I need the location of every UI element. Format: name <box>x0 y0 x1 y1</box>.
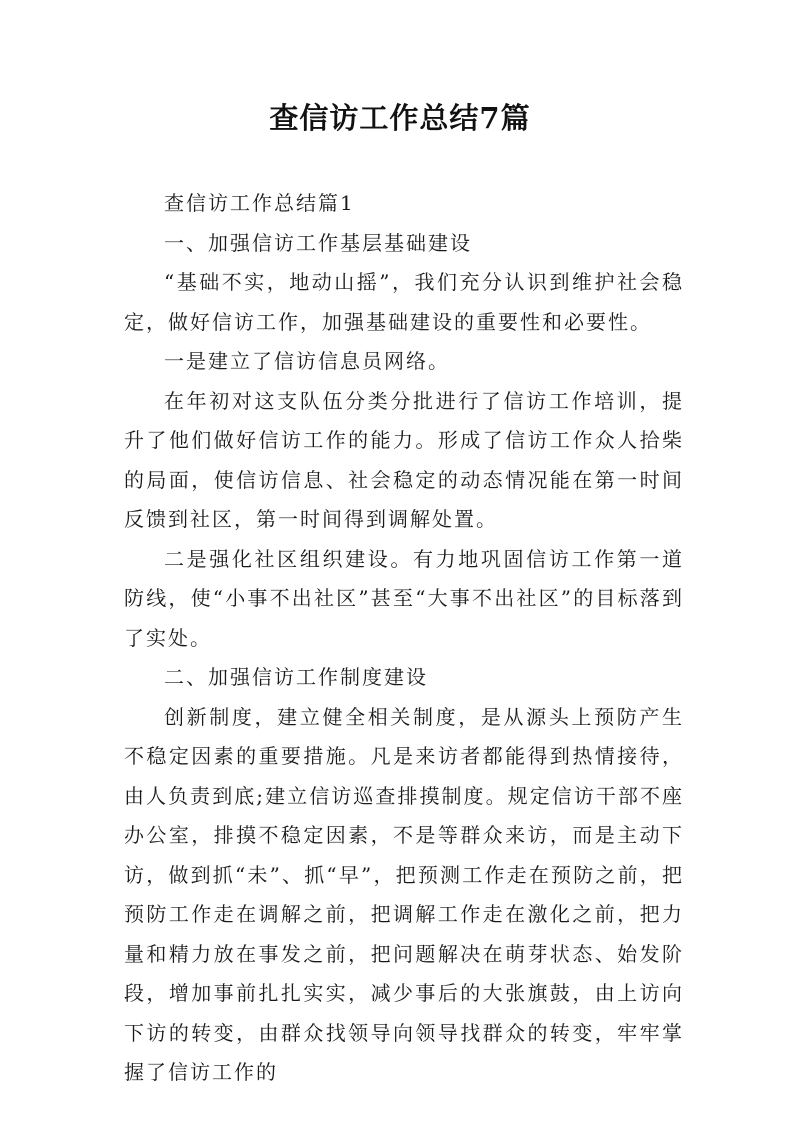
body-paragraph: 二是强化社区组织建设。有力地巩固信访工作第一道防线，使“小事不出社区”甚至“大事不出社区”的目标落到了实处。 <box>124 546 684 650</box>
section-heading-1: 一、加强信访工作基层基础建设 <box>164 230 472 255</box>
section-heading-2: 二、加强信访工作制度建设 <box>164 665 428 689</box>
document-body <box>124 184 684 1093</box>
body-paragraph: 创新制度，建立健全相关制度，是从源头上预防产生不稳定因素的重要措施。凡是来访者都能得到热情接待，由人负责到底;建立信访巡查排摸制度。规定信访干部不座办公室，排摸不稳定因素，不是等群众来访，而是主动下访，做到抓“未”、抓“早”，把预测工作走在预防之前，把预防工作走在调解之前，把调解工作走在激化之前，把力量和精力放在事发之前，把问题解决在萌芽状态、始发阶段，增加事前扎扎实实，减少事后的大张旗鼓，由上访向下访的转变，由群众找领导向领导找群众的转变，牢牢掌握了信访工作的 <box>124 704 684 1084</box>
document-title: 查信访工作总结7篇 <box>269 101 531 135</box>
body-paragraph: 一是建立了信访信息员网络。 <box>164 349 450 373</box>
body-paragraph: “基础不实，地动山摇”，我们充分认识到维护社会稳定，做好信访工作，加强基础建设的重要性和必要性。 <box>124 270 684 334</box>
section-heading-part1: 查信访工作总结篇1 <box>164 191 355 215</box>
body-paragraph: 在年初对这支队伍分类分批进行了信访工作培训，提升了他们做好信访工作的能力。形成了信访工作众人拾柴的局面，使信访信息、社会稳定的动态情况能在第一时间反馈到社区，第一时间得到调解处置。 <box>124 388 684 531</box>
